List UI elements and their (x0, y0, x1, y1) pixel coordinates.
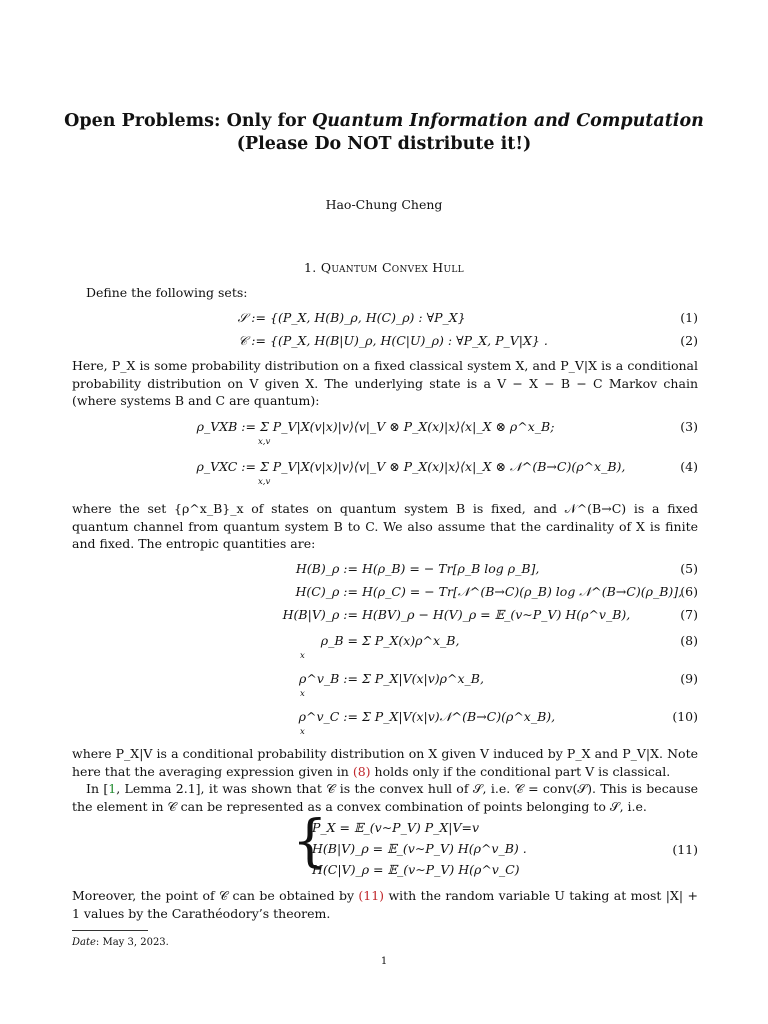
equation-ref-8[interactable]: (8) (352, 763, 371, 779)
equation-2 (72, 332, 698, 350)
equation-ref-11[interactable]: (11) (358, 888, 385, 903)
equation-4 (72, 458, 698, 476)
equation-3 (72, 418, 698, 436)
eq11-line2: H(B|V)_ρ = 𝔼_(v∼P_V) H(ρ^v_B) . (312, 841, 527, 856)
eq4-lhs: ρ_VXC := (196, 459, 256, 474)
equation-1 (72, 309, 698, 327)
eq10-lhs: ρ^v_C := (298, 709, 358, 724)
eq5-number: (5) (680, 561, 698, 576)
equation-8 (72, 632, 698, 650)
eq7-rhs: H(BV)_ρ − H(V)_ρ = 𝔼_(v∼P_V) H(ρ^v_B), (362, 607, 631, 622)
section-heading: 1. Quantum Convex Hull (304, 260, 464, 275)
paragraph-define: Define the following sets: (86, 285, 248, 300)
eq10-number: (10) (672, 709, 698, 724)
footnote-rule (72, 930, 148, 931)
eq10-sum-index: x (300, 727, 305, 737)
moreover-text-before: Moreover, the point of 𝒞 can be obtained by (72, 888, 359, 903)
eq2-number: (2) (680, 333, 698, 348)
equation-6 (72, 583, 698, 601)
eq8-rhs: Σ P_X(x)ρ^x_B, (362, 633, 460, 648)
in-text-after: , Lemma 2.1], it was shown that 𝒞 is the convex hull of 𝒮, i.e. 𝒞 = conv(𝒮). This is because the element in 𝒞 can be represented as a convex combination of points belonging to 𝒮, i.e. (72, 781, 699, 814)
eq6-lhs: H(C)_ρ := (295, 584, 358, 599)
eq4-sum-index: x,v (258, 477, 271, 487)
title-line2: (Please Do NOT distribute it!) (236, 134, 532, 154)
title-line1-italic: Quantum Information and Computation (311, 111, 704, 131)
paragraph-where-2 (72, 745, 698, 780)
eq7-number: (7) (680, 607, 698, 622)
paragraph-moreover (72, 887, 698, 922)
eq11-brace: { (292, 809, 328, 874)
eq1-number: (1) (680, 310, 698, 325)
eq6-rhs: H(ρ_C) = − Tr[𝒩^(B→C)(ρ_B) log 𝒩^(B→C)(ρ_B)], (362, 584, 683, 599)
eq10-rhs: Σ P_X|V(x|v)𝒩^(B→C)(ρ^x_B), (362, 709, 556, 724)
equation-5 (72, 560, 698, 578)
eq11-line3: H(C|V)_ρ = 𝔼_(v∼P_V) H(ρ^v_C) (312, 862, 520, 877)
eq3-rhs: Σ P_V|X(v|x)|v⟩⟨v|_V ⊗ P_X(x)|x⟩⟨x|_X ⊗ ρ^x_B; (260, 419, 555, 434)
footnote-label: Date (72, 937, 96, 948)
eq1-lhs: 𝒮 := (237, 310, 266, 325)
in-text-before: In [ (86, 781, 109, 796)
eq8-number: (8) (680, 633, 698, 648)
page-number: 1 (380, 956, 388, 967)
eq6-number: (6) (680, 584, 698, 599)
paragraph-in (72, 780, 698, 815)
title-line1-prefix: Open Problems: Only for (64, 111, 312, 131)
eq3-sum-index: x,v (258, 437, 271, 447)
eq4-number: (4) (680, 459, 698, 474)
eq1-rhs: {(P_X, H(B)_ρ, H(C)_ρ) : ∀P_X} (270, 310, 466, 325)
eq2-lhs: 𝒞 := (238, 333, 266, 348)
where2-text-before: where P_X|V is a conditional probability distribution on X given V induced by P_X and P_V|X. Note here that the averaging expression given in (72, 746, 698, 779)
footnote-text: : May 3, 2023. (95, 937, 169, 948)
equation-7 (72, 606, 698, 624)
eq9-number: (9) (680, 671, 698, 686)
paragraph-here: Here, P_X is some probability distribution on a fixed classical system X, and P_V|X is a conditional probability distribution on V given X. The underlying state is a V − X − B − C Markov chain (where systems B and C are quantum): (72, 358, 698, 408)
eq3-lhs: ρ_VXB := (196, 419, 256, 434)
equation-10 (72, 708, 698, 726)
eq8-sum-index: x (300, 651, 305, 661)
eq8-lhs: ρ_B = (320, 633, 358, 648)
eq4-rhs: Σ P_V|X(v|x)|v⟩⟨v|_V ⊗ P_X(x)|x⟩⟨x|_X ⊗ 𝒩^(B→C)(ρ^x_B), (260, 459, 626, 474)
eq7-lhs: H(B|V)_ρ := (282, 607, 358, 622)
equation-9 (72, 670, 698, 688)
paragraph-where-1: where the set {ρ^x_B}_x of states on quantum system B is fixed, and 𝒩^(B→C) is a fixed quantum channel from quantum system B to C. We also assume that the cardinality of X is finite and fixed. The entropic quantities are: (72, 501, 698, 551)
eq3-number: (3) (680, 419, 698, 434)
footnote (72, 937, 169, 948)
eq9-rhs: Σ P_X|V(x|v)ρ^x_B, (362, 671, 484, 686)
citation-1[interactable]: 1 (108, 781, 117, 796)
where2-text-after: holds only if the conditional part V is classical. (370, 763, 671, 779)
eq11-line1: P_X = 𝔼_(v∼P_V) P_X|V=v (312, 820, 480, 835)
eq5-lhs: H(B)_ρ := (295, 561, 358, 576)
equation-11 (72, 841, 698, 859)
eq2-rhs: {(P_X, H(B|U)_ρ, H(C|U)_ρ) : ∀P_X, P_V|X} . (270, 333, 548, 348)
eq11-number: (11) (672, 842, 698, 857)
eq9-sum-index: x (300, 689, 305, 699)
moreover-text-after: with the random variable U taking at most |X| + 1 values by the Carathéodory’s theorem. (72, 888, 698, 921)
eq5-rhs: H(ρ_B) = − Tr[ρ_B log ρ_B], (362, 561, 540, 576)
paper-title (0, 110, 768, 156)
author: Hao-Chung Cheng (325, 197, 443, 212)
eq9-lhs: ρ^v_B := (299, 671, 358, 686)
